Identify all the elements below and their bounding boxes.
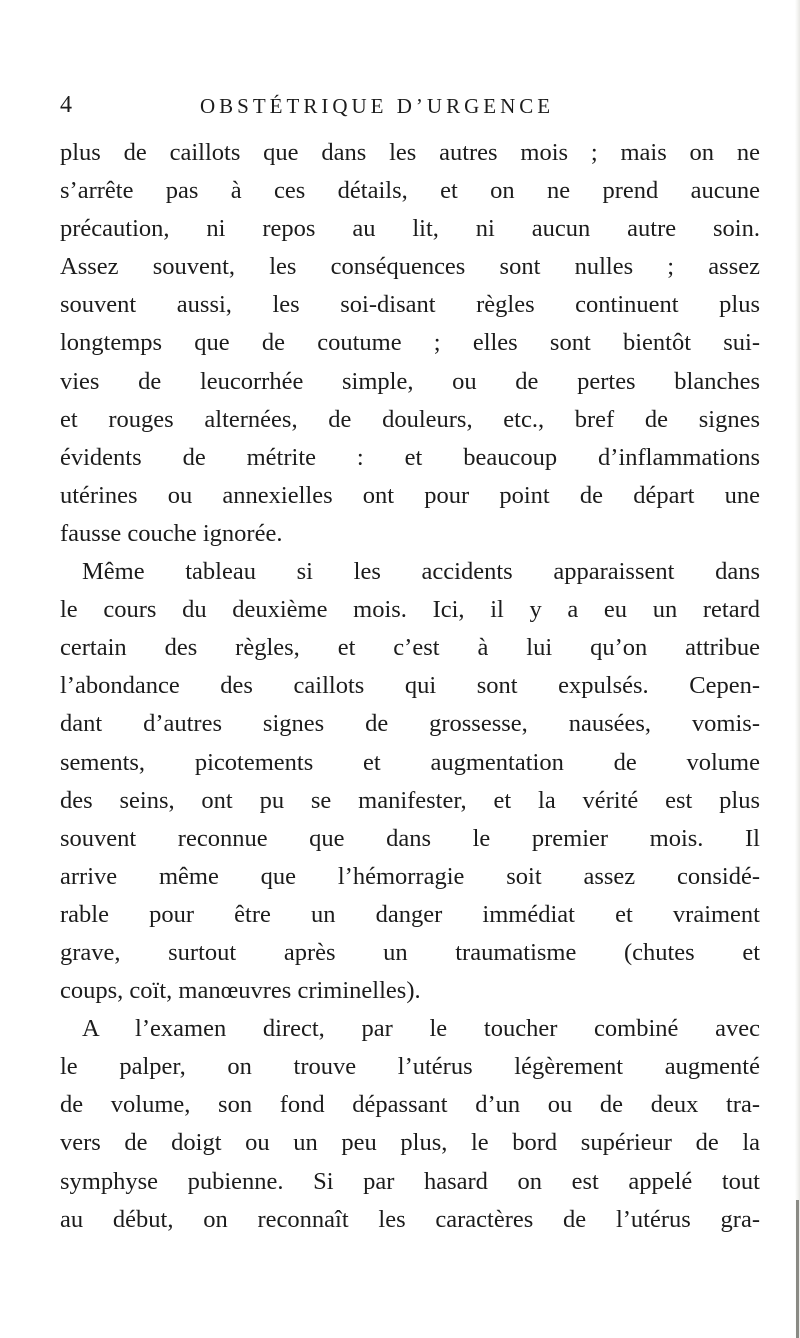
text-line: souvent reconnue que dans le premier mois. Il: [60, 824, 760, 852]
page-number: 4: [60, 92, 72, 118]
text-line: dant d’autres signes de grossesse, nausées, vomis-: [60, 710, 760, 738]
text-line: vers de doigt ou un peu plus, le bord supérieur de la: [60, 1129, 760, 1157]
text-line: grave, surtout après un traumatisme (chutes et: [60, 938, 760, 966]
text-line: souvent aussi, les soi-disant règles continuent plus: [60, 291, 760, 319]
text-line: évidents de métrite : et beaucoup d’inflammations: [60, 443, 760, 471]
text-line: longtemps que de coutume ; elles sont bientôt sui-: [60, 329, 760, 357]
page-edge-binding: [796, 1200, 799, 1338]
text-line: s’arrête pas à ces détails, et on ne prend aucune: [60, 177, 760, 205]
text-line: des seins, ont pu se manifester, et la vérité est plus: [60, 786, 760, 814]
page-header: [60, 92, 780, 122]
text-line: fausse couche ignorée.: [60, 519, 283, 547]
text-line: utérines ou annexielles ont pour point de départ une: [60, 481, 760, 509]
text-line: au début, on reconnaît les caractères de l’utérus gra-: [60, 1205, 760, 1233]
text-line: l’abondance des caillots qui sont expulsés. Cepen-: [60, 672, 760, 700]
text-line: vies de leucorrhée simple, ou de pertes blanches: [60, 367, 760, 395]
text-line: certain des règles, et c’est à lui qu’on attribue: [60, 634, 760, 662]
text-line: A l’examen direct, par le toucher combiné avec: [82, 1015, 760, 1043]
text-line: rable pour être un danger immédiat et vraiment: [60, 900, 760, 928]
text-line: Même tableau si les accidents apparaissent dans: [82, 558, 760, 586]
text-line: symphyse pubienne. Si par hasard on est appelé tout: [60, 1167, 760, 1195]
text-line: précaution, ni repos au lit, ni aucun autre soin.: [60, 215, 760, 243]
text-line: de volume, son fond dépassant d’un ou de deux tra-: [60, 1091, 760, 1119]
text-line: arrive même que l’hémorragie soit assez considé-: [60, 862, 760, 890]
text-line: coups, coït, manœuvres criminelles).: [60, 977, 421, 1005]
text-line: Assez souvent, les conséquences sont nulles ; assez: [60, 253, 760, 281]
text-line: et rouges alternées, de douleurs, etc., bref de signes: [60, 405, 760, 433]
body-text: [60, 134, 760, 1239]
text-line: plus de caillots que dans les autres mois ; mais on ne: [60, 139, 760, 166]
text-line: sements, picotements et augmentation de volume: [60, 748, 760, 776]
running-title: OBSTÉTRIQUE D’URGENCE: [200, 94, 555, 118]
text-line: le cours du deuxième mois. Ici, il y a eu un retard: [60, 596, 760, 624]
text-line: le palper, on trouve l’utérus légèrement augmenté: [60, 1053, 760, 1081]
page-edge-shadow: [795, 0, 800, 1338]
